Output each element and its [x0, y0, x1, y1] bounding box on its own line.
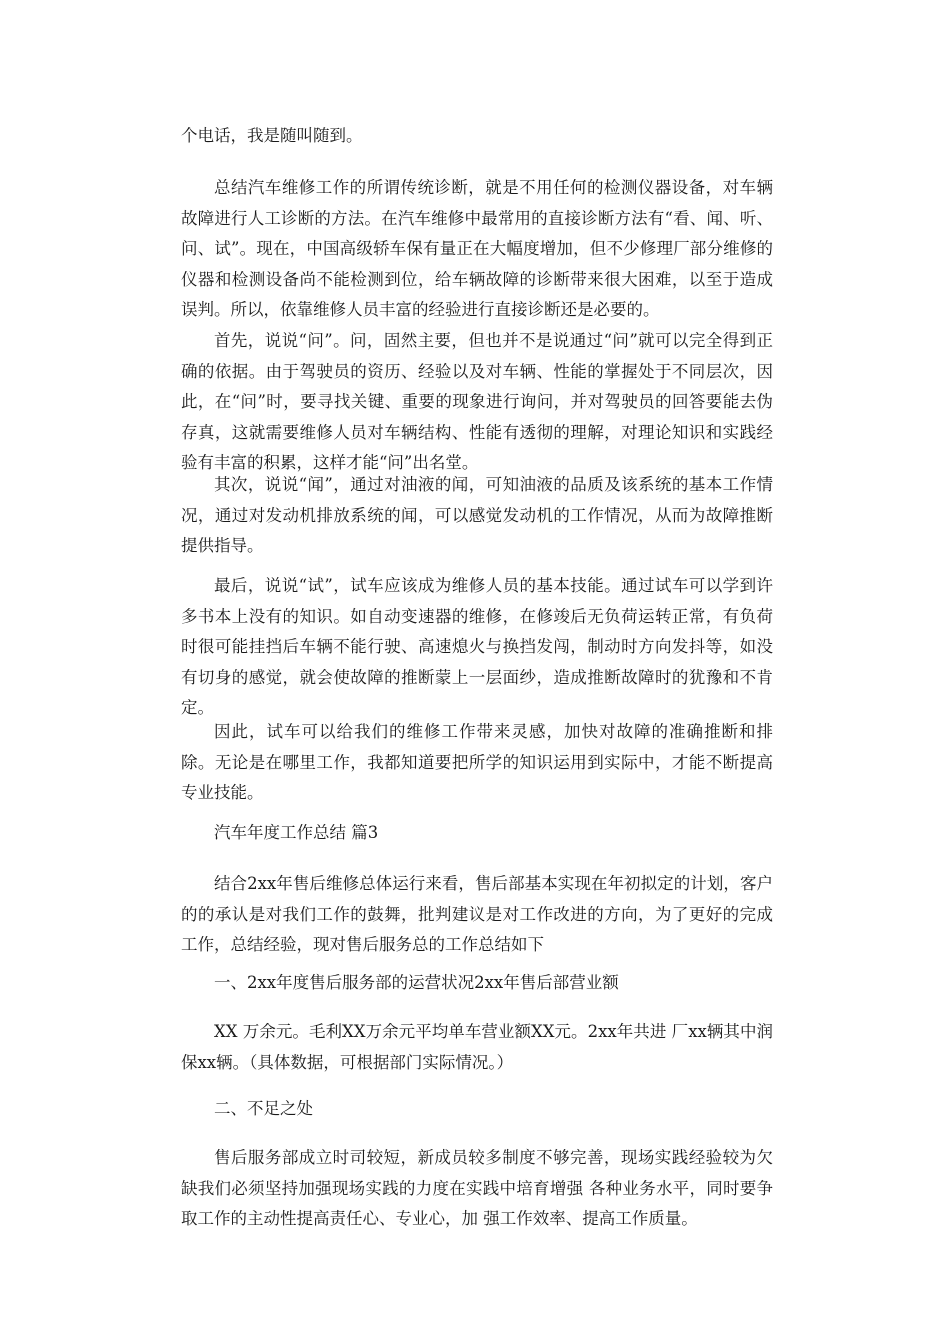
paragraph-test-drive: 最后，说说“试”，试车应该成为维修人员的基本技能。通过试车可以学到许多书本上没有的知识。如自动变速器的维修，在修竣后无负荷运转正常，有负荷时很可能挂挡后车辆不能行驶、高速熄火与换挡发闯，制动时方向发抖等，如没有切身的感觉，就会使故障的推断蒙上一层面纱，造成推断故障时的犹豫和不肯定。 [181, 576, 773, 717]
paragraph-conclusion: 因此，试车可以给我们的维修工作带来灵感，加快对故障的准确推断和排除。无论是在哪里工作，我都知道要把所学的知识运用到实际中，才能不断提高专业技能。 [181, 722, 773, 802]
paragraph-summary-intro: 结合2xx年售后维修总体运行来看，售后部基本实现在年初拟定的计划，客户的的承认是对我们工作的鼓舞，批判建议是对工作改进的方向，为了更好的完成工作，总结经验，现对售后服务总的工作总结如下 [181, 874, 773, 954]
paragraph-continuation: 个电话，我是随叫随到。 [181, 126, 363, 145]
paragraph-smell: 其次，说说“闻”，通过对油液的闻，可知油液的品质及该系统的基本工作情况，通过对发动机排放系统的闻，可以感觉发动机的工作情况，从而为故障推断提供指导。 [181, 475, 773, 555]
section-heading-operations: 一、2xx年度售后服务部的运营状况2xx年售后部营业额 [214, 973, 619, 992]
paragraph-revenue: XX 万余元。毛利XX万余元平均单车营业额XX元。2xx年共进 厂xx辆其中润保xx辆。（具体数据，可根据部门实际情况。） [181, 1022, 773, 1072]
paragraph-shortcomings: 售后服务部成立时司较短，新成员较多制度不够完善，现场实践经验较为欠缺我们必须坚持加强现场实践的力度在实践中培育增强 各种业务水平，同时要争取工作的主动性提高责任心、专业心，加 强工作效率、提高工作质量。 [181, 1148, 773, 1228]
section-heading-shortcomings: 二、不足之处 [214, 1099, 313, 1118]
section-heading-part3: 汽车年度工作总结 篇3 [214, 823, 379, 842]
paragraph-traditional-diagnosis: 总结汽车维修工作的所谓传统诊断，就是不用任何的检测仪器设备，对车辆故障进行人工诊断的方法。在汽车维修中最常用的直接诊断方法有“看、闻、听、问、试”。现在，中国高级轿车保有量正在大幅度增加，但不少修理厂部分维修的仪器和检测设备尚不能检测到位，给车辆故障的诊断带来很大困难，以至于造成误判。所以，依靠维修人员丰富的经验进行直接诊断还是必要的。 [181, 178, 773, 319]
paragraph-ask: 首先，说说“问”。问，固然主要，但也并不是说通过“问”就可以完全得到正确的依据。由于驾驶员的资历、经验以及对车辆、性能的掌握处于不同层次，因此，在“问”时，要寻找关键、重要的现象进行询问，并对驾驶员的回答要能去伪存真，这就需要维修人员对车辆结构、性能有透彻的理解，对理论知识和实践经验有丰富的积累，这样才能“问”出名堂。 [181, 331, 773, 472]
